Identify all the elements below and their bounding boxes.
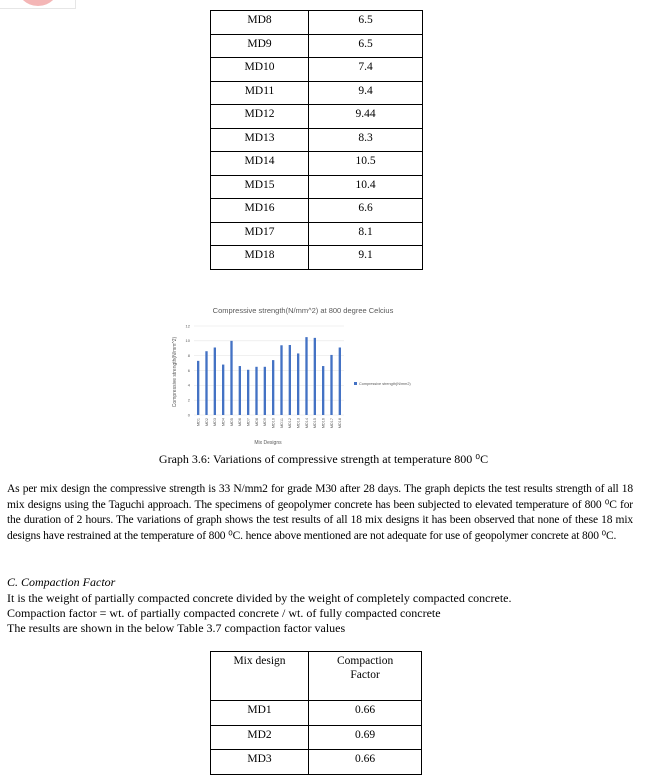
mix-cell: MD9 <box>211 34 309 58</box>
header-cell-compaction-factor: Compaction Factor <box>309 652 422 701</box>
value-cell: 9.4 <box>309 81 423 105</box>
mix-cell: MD2 <box>211 725 309 750</box>
chart-x-label: Mix Designs <box>254 440 282 446</box>
x-tick-label: MD14 <box>304 418 309 429</box>
x-tick-label: MD8 <box>254 418 259 427</box>
y-tick-label: 2 <box>187 397 190 403</box>
bar-md11 <box>280 345 282 415</box>
x-tick-label: MD13 <box>296 418 301 429</box>
bar-md9 <box>264 367 266 415</box>
mix-cell: MD15 <box>211 175 309 199</box>
x-tick-label: MD17 <box>329 418 334 429</box>
mix-cell: MD17 <box>211 222 309 246</box>
x-tick-label: MD11 <box>279 418 284 428</box>
mix-cell: MD18 <box>211 246 309 270</box>
table-row <box>211 128 423 152</box>
bar-md14 <box>305 337 307 415</box>
x-tick-label: MD16 <box>321 418 326 429</box>
chart-y-label: Compressive strength(N/mm^2) <box>172 336 178 408</box>
section-heading: C. Compaction Factor <box>7 575 116 589</box>
bar-md12 <box>289 345 291 415</box>
bar-md15 <box>314 338 316 415</box>
table-row <box>211 11 423 35</box>
x-tick-label: MD5 <box>229 418 234 427</box>
table-row <box>211 34 423 58</box>
value-cell: 10.4 <box>309 175 423 199</box>
mix-cell: MD12 <box>211 105 309 129</box>
table-row <box>211 750 422 775</box>
x-tick-label: MD12 <box>288 418 293 429</box>
graph-caption: Graph 3.6: Variations of compressive strength at temperature 800 ⁰C <box>158 452 489 466</box>
value-cell: 0.66 <box>309 750 422 775</box>
mix-cell: MD3 <box>211 750 309 775</box>
legend-swatch <box>354 382 357 385</box>
table-row <box>211 175 423 199</box>
y-tick-label: 4 <box>187 382 190 388</box>
compaction-factor-table <box>210 651 422 775</box>
value-cell: 6.5 <box>309 11 423 35</box>
header-cell-mix-design: Mix design <box>211 652 309 701</box>
value-cell: 0.69 <box>309 725 422 750</box>
value-cell: 10.5 <box>309 152 423 176</box>
x-tick-label: MD18 <box>338 418 343 429</box>
value-cell: 9.44 <box>309 105 423 129</box>
table-row <box>211 246 423 270</box>
mix-cell: MD13 <box>211 128 309 152</box>
value-cell: 6.6 <box>309 199 423 223</box>
bar-md13 <box>297 353 299 415</box>
value-cell: 0.66 <box>309 701 422 726</box>
mix-cell: MD14 <box>211 152 309 176</box>
value-cell: 7.4 <box>309 58 423 82</box>
definition-line: It is the weight of partially compacted concrete divided by the weight of completely compacted concrete. <box>7 591 512 605</box>
header-corner-tab <box>0 0 76 9</box>
bar-md18 <box>339 348 341 415</box>
mix-cell: MD16 <box>211 199 309 223</box>
table-row <box>211 105 423 129</box>
table-row <box>211 58 423 82</box>
mix-cell: MD8 <box>211 11 309 35</box>
value-cell: 6.5 <box>309 34 423 58</box>
x-tick-label: MD9 <box>263 418 268 427</box>
x-tick-label: MD1 <box>196 418 201 427</box>
legend-label: Compressive strength(N/mm2) <box>359 382 411 386</box>
x-tick-label: MD6 <box>238 418 243 427</box>
chart-title: Compressive strength(N/mm^2) at 800 degree Celcius <box>212 306 394 315</box>
x-tick-label: MD3 <box>213 418 218 427</box>
table-row <box>211 152 423 176</box>
value-cell: 8.3 <box>309 128 423 152</box>
value-cell: 9.1 <box>309 246 423 270</box>
bar-md8 <box>255 367 257 415</box>
x-tick-label: MD15 <box>313 418 318 429</box>
table-header-row <box>211 652 422 701</box>
bar-md3 <box>214 348 216 415</box>
bar-md1 <box>197 361 199 415</box>
formula-line: Compaction factor = wt. of partially compacted concrete / wt. of fully compacted concrete <box>7 606 441 620</box>
y-tick-label: 8 <box>187 352 190 358</box>
mix-cell: MD11 <box>211 81 309 105</box>
value-cell: 8.1 <box>309 222 423 246</box>
x-tick-label: MD7 <box>246 418 251 427</box>
table-row <box>211 81 423 105</box>
bar-md2 <box>205 351 207 415</box>
x-tick-label: MD10 <box>271 418 276 429</box>
mix-cell: MD10 <box>211 58 309 82</box>
bar-md17 <box>330 355 332 415</box>
bar-md4 <box>222 365 224 415</box>
y-tick-label: 10 <box>185 338 190 344</box>
compressive-strength-chart <box>168 300 458 448</box>
table-row <box>211 725 422 750</box>
y-tick-label: 12 <box>185 323 190 329</box>
bar-md6 <box>239 366 241 415</box>
table-row <box>211 199 423 223</box>
bar-md16 <box>322 366 324 415</box>
x-tick-label: MD4 <box>221 418 226 427</box>
y-tick-label: 0 <box>187 412 190 418</box>
logo-fragment <box>16 0 60 6</box>
x-tick-label: MD2 <box>204 418 209 427</box>
mix-cell: MD1 <box>211 701 309 726</box>
results-paragraph: As per mix design the compressive strength is 33 N/mm2 for grade M30 after 28 days. The graph depicts the test results strength of all 18 mix designs using the Taguchi approach. The specimens of geopolymer concrete has been subjected to elevated temperature of 800 ⁰C for the duration of 2 hours. The variations of graph shows the test results of all 18 mix designs it has been observed that none of these 18 mix designs have restrained at the temperature of 800 ⁰C. hence above mentioned are not adequate for use of geopolymer concrete at 800 ⁰C. <box>7 483 633 542</box>
bar-md5 <box>230 341 232 415</box>
table-row <box>211 222 423 246</box>
results-intro-line: The results are shown in the below Table 3.7 compaction factor values <box>7 621 346 635</box>
bar-md7 <box>247 370 249 415</box>
bar-md10 <box>272 360 274 415</box>
results-table <box>210 10 423 270</box>
table-row <box>211 701 422 726</box>
y-tick-label: 6 <box>187 367 190 373</box>
